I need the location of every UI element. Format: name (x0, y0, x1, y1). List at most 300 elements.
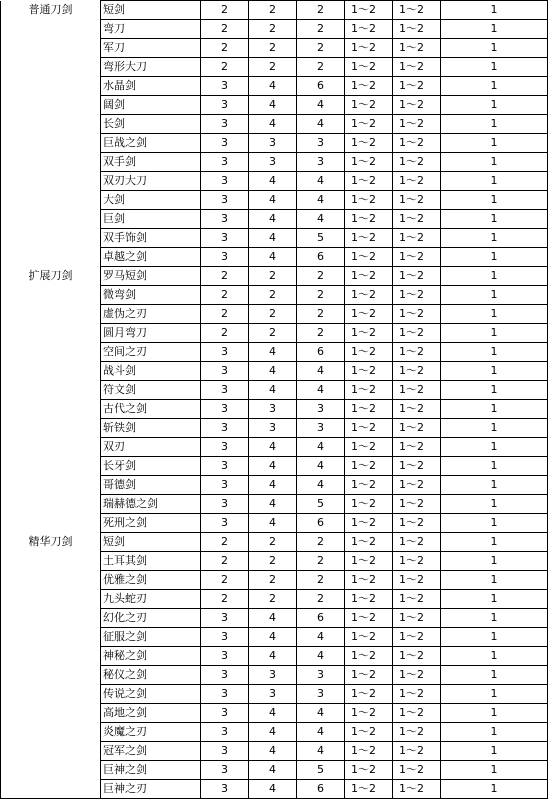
range-cell-b: 1～2 (393, 533, 441, 552)
range-cell-a: 1～2 (345, 153, 393, 172)
range-cell-a: 1～2 (345, 58, 393, 77)
table-row (1, 666, 548, 685)
range-cell-a: 1～2 (345, 267, 393, 286)
range-cell-a: 1～2 (345, 20, 393, 39)
category-spacer (1, 191, 101, 210)
category-spacer (1, 77, 101, 96)
category-spacer (1, 324, 101, 343)
table-row (1, 172, 548, 191)
range-cell-b: 1～2 (393, 457, 441, 476)
range-cell-b: 1～2 (393, 742, 441, 761)
table-row (1, 780, 548, 799)
value-cell-d: 1 (441, 685, 548, 704)
value-cell-c: 4 (297, 191, 345, 210)
value-cell-c: 4 (297, 96, 345, 115)
value-cell-c: 4 (297, 438, 345, 457)
value-cell-b: 2 (249, 571, 297, 590)
value-cell-c: 2 (297, 590, 345, 609)
value-cell-d: 1 (441, 514, 548, 533)
range-cell-b: 1～2 (393, 267, 441, 286)
range-cell-a: 1～2 (345, 305, 393, 324)
value-cell-c: 2 (297, 533, 345, 552)
value-cell-a: 2 (201, 324, 249, 343)
range-cell-a: 1～2 (345, 533, 393, 552)
range-cell-a: 1～2 (345, 191, 393, 210)
item-name-cell: 虚伪之刃 (101, 305, 201, 324)
range-cell-b: 1～2 (393, 552, 441, 571)
value-cell-a: 3 (201, 381, 249, 400)
item-name-cell: 短剑 (101, 533, 201, 552)
value-cell-b: 4 (249, 96, 297, 115)
value-cell-b: 4 (249, 381, 297, 400)
value-cell-a: 2 (201, 533, 249, 552)
value-cell-a: 2 (201, 305, 249, 324)
table-row (1, 58, 548, 77)
value-cell-d: 1 (441, 457, 548, 476)
table-row (1, 381, 548, 400)
range-cell-a: 1～2 (345, 514, 393, 533)
category-spacer (1, 495, 101, 514)
value-cell-c: 4 (297, 210, 345, 229)
category-spacer (1, 115, 101, 134)
value-cell-c: 4 (297, 628, 345, 647)
value-cell-a: 3 (201, 780, 249, 799)
range-cell-a: 1～2 (345, 723, 393, 742)
value-cell-a: 3 (201, 514, 249, 533)
item-name-cell: 炎魔之刃 (101, 723, 201, 742)
value-cell-b: 4 (249, 780, 297, 799)
value-cell-b: 3 (249, 685, 297, 704)
category-spacer (1, 571, 101, 590)
value-cell-c: 6 (297, 77, 345, 96)
table-row (1, 685, 548, 704)
item-name-cell: 长牙剑 (101, 457, 201, 476)
item-name-cell: 巨战之剑 (101, 134, 201, 153)
value-cell-d: 1 (441, 609, 548, 628)
value-cell-a: 2 (201, 39, 249, 58)
range-cell-b: 1～2 (393, 172, 441, 191)
value-cell-b: 4 (249, 438, 297, 457)
value-cell-d: 1 (441, 134, 548, 153)
table-row (1, 191, 548, 210)
item-name-cell: 哥德剑 (101, 476, 201, 495)
range-cell-b: 1～2 (393, 476, 441, 495)
value-cell-d: 1 (441, 552, 548, 571)
value-cell-b: 2 (249, 20, 297, 39)
item-name-cell: 战斗剑 (101, 362, 201, 381)
value-cell-a: 2 (201, 286, 249, 305)
range-cell-a: 1～2 (345, 134, 393, 153)
value-cell-b: 2 (249, 305, 297, 324)
table-row (1, 1, 548, 20)
value-cell-d: 1 (441, 761, 548, 780)
value-cell-c: 4 (297, 172, 345, 191)
value-cell-d: 1 (441, 438, 548, 457)
range-cell-a: 1～2 (345, 324, 393, 343)
value-cell-d: 1 (441, 628, 548, 647)
value-cell-c: 3 (297, 153, 345, 172)
value-cell-b: 3 (249, 400, 297, 419)
value-cell-a: 3 (201, 115, 249, 134)
range-cell-b: 1～2 (393, 628, 441, 647)
range-cell-b: 1～2 (393, 210, 441, 229)
range-cell-b: 1～2 (393, 647, 441, 666)
range-cell-b: 1～2 (393, 590, 441, 609)
table-row (1, 153, 548, 172)
value-cell-c: 2 (297, 39, 345, 58)
range-cell-a: 1～2 (345, 210, 393, 229)
value-cell-b: 2 (249, 58, 297, 77)
range-cell-b: 1～2 (393, 761, 441, 780)
range-cell-a: 1～2 (345, 476, 393, 495)
item-name-cell: 高地之剑 (101, 704, 201, 723)
value-cell-b: 4 (249, 77, 297, 96)
range-cell-a: 1～2 (345, 438, 393, 457)
value-cell-d: 1 (441, 704, 548, 723)
category-spacer (1, 723, 101, 742)
value-cell-b: 2 (249, 324, 297, 343)
category-spacer (1, 20, 101, 39)
value-cell-b: 2 (249, 590, 297, 609)
item-name-cell: 古代之剑 (101, 400, 201, 419)
range-cell-a: 1～2 (345, 343, 393, 362)
table-body (1, 1, 548, 799)
value-cell-c: 4 (297, 476, 345, 495)
range-cell-a: 1～2 (345, 609, 393, 628)
category-spacer (1, 96, 101, 115)
range-cell-b: 1～2 (393, 77, 441, 96)
table-row (1, 476, 548, 495)
category-spacer (1, 343, 101, 362)
range-cell-a: 1～2 (345, 628, 393, 647)
value-cell-b: 2 (249, 533, 297, 552)
range-cell-b: 1～2 (393, 400, 441, 419)
value-cell-a: 2 (201, 267, 249, 286)
range-cell-a: 1～2 (345, 286, 393, 305)
value-cell-d: 1 (441, 191, 548, 210)
value-cell-a: 3 (201, 134, 249, 153)
range-cell-a: 1～2 (345, 647, 393, 666)
value-cell-b: 2 (249, 267, 297, 286)
range-cell-a: 1～2 (345, 419, 393, 438)
category-spacer (1, 39, 101, 58)
value-cell-a: 3 (201, 419, 249, 438)
value-cell-c: 4 (297, 457, 345, 476)
range-cell-b: 1～2 (393, 438, 441, 457)
item-name-cell: 冠军之剑 (101, 742, 201, 761)
value-cell-a: 2 (201, 58, 249, 77)
range-cell-a: 1～2 (345, 704, 393, 723)
range-cell-a: 1～2 (345, 1, 393, 20)
value-cell-d: 1 (441, 723, 548, 742)
range-cell-b: 1～2 (393, 153, 441, 172)
value-cell-c: 5 (297, 495, 345, 514)
category-spacer (1, 476, 101, 495)
value-cell-b: 2 (249, 286, 297, 305)
value-cell-a: 3 (201, 229, 249, 248)
range-cell-a: 1～2 (345, 685, 393, 704)
table-row (1, 609, 548, 628)
category-label: 精华刀剑 (1, 533, 101, 552)
item-name-cell: 神秘之剑 (101, 647, 201, 666)
value-cell-d: 1 (441, 58, 548, 77)
category-spacer (1, 381, 101, 400)
range-cell-b: 1～2 (393, 305, 441, 324)
value-cell-b: 4 (249, 761, 297, 780)
value-cell-b: 4 (249, 647, 297, 666)
range-cell-b: 1～2 (393, 39, 441, 58)
value-cell-c: 2 (297, 267, 345, 286)
item-name-cell: 瑞赫德之剑 (101, 495, 201, 514)
range-cell-b: 1～2 (393, 58, 441, 77)
table-row (1, 514, 548, 533)
value-cell-a: 3 (201, 685, 249, 704)
item-name-cell: 巨神之剑 (101, 761, 201, 780)
value-cell-a: 3 (201, 666, 249, 685)
table-row (1, 457, 548, 476)
value-cell-a: 3 (201, 495, 249, 514)
value-cell-c: 6 (297, 343, 345, 362)
value-cell-a: 3 (201, 476, 249, 495)
value-cell-d: 1 (441, 1, 548, 20)
value-cell-d: 1 (441, 96, 548, 115)
table-row (1, 495, 548, 514)
value-cell-a: 3 (201, 362, 249, 381)
range-cell-a: 1～2 (345, 571, 393, 590)
value-cell-d: 1 (441, 115, 548, 134)
value-cell-b: 4 (249, 343, 297, 362)
category-spacer (1, 172, 101, 191)
range-cell-a: 1～2 (345, 39, 393, 58)
range-cell-b: 1～2 (393, 723, 441, 742)
value-cell-c: 2 (297, 286, 345, 305)
value-cell-b: 2 (249, 39, 297, 58)
range-cell-b: 1～2 (393, 286, 441, 305)
value-cell-a: 3 (201, 438, 249, 457)
category-spacer (1, 552, 101, 571)
item-name-cell: 优雅之剑 (101, 571, 201, 590)
item-name-cell: 圆月弯刀 (101, 324, 201, 343)
value-cell-a: 2 (201, 590, 249, 609)
table-row (1, 210, 548, 229)
value-cell-d: 1 (441, 77, 548, 96)
range-cell-b: 1～2 (393, 115, 441, 134)
table-row (1, 400, 548, 419)
range-cell-b: 1～2 (393, 324, 441, 343)
range-cell-a: 1～2 (345, 229, 393, 248)
range-cell-b: 1～2 (393, 571, 441, 590)
range-cell-b: 1～2 (393, 685, 441, 704)
value-cell-b: 3 (249, 666, 297, 685)
value-cell-d: 1 (441, 267, 548, 286)
table-row (1, 742, 548, 761)
item-name-cell: 弯刀 (101, 20, 201, 39)
value-cell-c: 4 (297, 704, 345, 723)
item-name-cell: 水晶剑 (101, 77, 201, 96)
value-cell-c: 2 (297, 305, 345, 324)
value-cell-c: 2 (297, 571, 345, 590)
category-spacer (1, 305, 101, 324)
value-cell-a: 3 (201, 210, 249, 229)
value-cell-a: 3 (201, 742, 249, 761)
value-cell-d: 1 (441, 153, 548, 172)
value-cell-a: 3 (201, 191, 249, 210)
item-name-cell: 阔剑 (101, 96, 201, 115)
table-row (1, 324, 548, 343)
value-cell-c: 5 (297, 761, 345, 780)
value-cell-d: 1 (441, 533, 548, 552)
category-label: 扩展刀剑 (1, 267, 101, 286)
value-cell-a: 3 (201, 761, 249, 780)
value-cell-c: 3 (297, 666, 345, 685)
value-cell-c: 2 (297, 552, 345, 571)
value-cell-d: 1 (441, 495, 548, 514)
table-row (1, 248, 548, 267)
item-name-cell: 卓越之剑 (101, 248, 201, 267)
value-cell-b: 4 (249, 210, 297, 229)
category-spacer (1, 514, 101, 533)
value-cell-d: 1 (441, 343, 548, 362)
value-cell-b: 4 (249, 172, 297, 191)
item-name-cell: 大剑 (101, 191, 201, 210)
item-name-cell: 微弯剑 (101, 286, 201, 305)
value-cell-b: 2 (249, 552, 297, 571)
value-cell-b: 3 (249, 419, 297, 438)
category-label: 普通刀剑 (1, 1, 101, 20)
value-cell-d: 1 (441, 305, 548, 324)
item-name-cell: 死刑之剑 (101, 514, 201, 533)
range-cell-b: 1～2 (393, 134, 441, 153)
value-cell-a: 3 (201, 723, 249, 742)
value-cell-a: 2 (201, 1, 249, 20)
value-cell-b: 3 (249, 153, 297, 172)
range-cell-a: 1～2 (345, 742, 393, 761)
range-cell-b: 1～2 (393, 514, 441, 533)
category-spacer (1, 761, 101, 780)
value-cell-a: 3 (201, 343, 249, 362)
category-spacer (1, 362, 101, 381)
table-row (1, 229, 548, 248)
range-cell-b: 1～2 (393, 96, 441, 115)
range-cell-a: 1～2 (345, 761, 393, 780)
value-cell-d: 1 (441, 780, 548, 799)
value-cell-a: 3 (201, 153, 249, 172)
range-cell-a: 1～2 (345, 77, 393, 96)
category-spacer (1, 742, 101, 761)
range-cell-a: 1～2 (345, 172, 393, 191)
value-cell-d: 1 (441, 590, 548, 609)
value-cell-d: 1 (441, 476, 548, 495)
item-name-cell: 九头蛇刃 (101, 590, 201, 609)
value-cell-a: 3 (201, 96, 249, 115)
item-name-cell: 符文剑 (101, 381, 201, 400)
value-cell-c: 2 (297, 1, 345, 20)
category-spacer (1, 609, 101, 628)
range-cell-a: 1～2 (345, 248, 393, 267)
table-row (1, 39, 548, 58)
table-row (1, 305, 548, 324)
table-row (1, 20, 548, 39)
value-cell-c: 6 (297, 609, 345, 628)
item-name-cell: 罗马短剑 (101, 267, 201, 286)
range-cell-a: 1～2 (345, 96, 393, 115)
value-cell-d: 1 (441, 400, 548, 419)
value-cell-a: 3 (201, 248, 249, 267)
table-row (1, 723, 548, 742)
category-spacer (1, 666, 101, 685)
value-cell-b: 4 (249, 229, 297, 248)
item-name-cell: 双手饰剑 (101, 229, 201, 248)
range-cell-a: 1～2 (345, 666, 393, 685)
value-cell-a: 3 (201, 647, 249, 666)
range-cell-b: 1～2 (393, 191, 441, 210)
value-cell-d: 1 (441, 286, 548, 305)
item-name-cell: 双刃 (101, 438, 201, 457)
value-cell-a: 3 (201, 457, 249, 476)
range-cell-a: 1～2 (345, 780, 393, 799)
range-cell-a: 1～2 (345, 495, 393, 514)
value-cell-c: 6 (297, 780, 345, 799)
range-cell-b: 1～2 (393, 20, 441, 39)
value-cell-a: 2 (201, 552, 249, 571)
range-cell-a: 1～2 (345, 115, 393, 134)
category-spacer (1, 229, 101, 248)
item-name-cell: 空间之刃 (101, 343, 201, 362)
value-cell-d: 1 (441, 742, 548, 761)
value-cell-a: 3 (201, 609, 249, 628)
category-spacer (1, 647, 101, 666)
value-cell-d: 1 (441, 172, 548, 191)
range-cell-b: 1～2 (393, 704, 441, 723)
value-cell-c: 4 (297, 647, 345, 666)
category-spacer (1, 438, 101, 457)
value-cell-a: 2 (201, 20, 249, 39)
value-cell-a: 3 (201, 628, 249, 647)
item-name-cell: 土耳其剑 (101, 552, 201, 571)
value-cell-a: 3 (201, 172, 249, 191)
value-cell-c: 2 (297, 20, 345, 39)
table-row (1, 77, 548, 96)
category-spacer (1, 210, 101, 229)
category-spacer (1, 628, 101, 647)
value-cell-c: 3 (297, 419, 345, 438)
table-row (1, 96, 548, 115)
value-cell-c: 6 (297, 248, 345, 267)
table-row (1, 267, 548, 286)
value-cell-d: 1 (441, 666, 548, 685)
value-cell-c: 4 (297, 362, 345, 381)
range-cell-b: 1～2 (393, 419, 441, 438)
category-spacer (1, 685, 101, 704)
item-name-cell: 军刀 (101, 39, 201, 58)
table-row (1, 628, 548, 647)
table-row (1, 647, 548, 666)
value-cell-c: 4 (297, 115, 345, 134)
item-name-cell: 短剑 (101, 1, 201, 20)
category-spacer (1, 400, 101, 419)
category-spacer (1, 457, 101, 476)
item-name-cell: 弯形大刀 (101, 58, 201, 77)
range-cell-a: 1～2 (345, 362, 393, 381)
category-spacer (1, 286, 101, 305)
table-row (1, 533, 548, 552)
value-cell-b: 4 (249, 514, 297, 533)
value-cell-d: 1 (441, 229, 548, 248)
table-row (1, 362, 548, 381)
value-cell-c: 4 (297, 723, 345, 742)
range-cell-a: 1～2 (345, 400, 393, 419)
item-name-cell: 双手剑 (101, 153, 201, 172)
